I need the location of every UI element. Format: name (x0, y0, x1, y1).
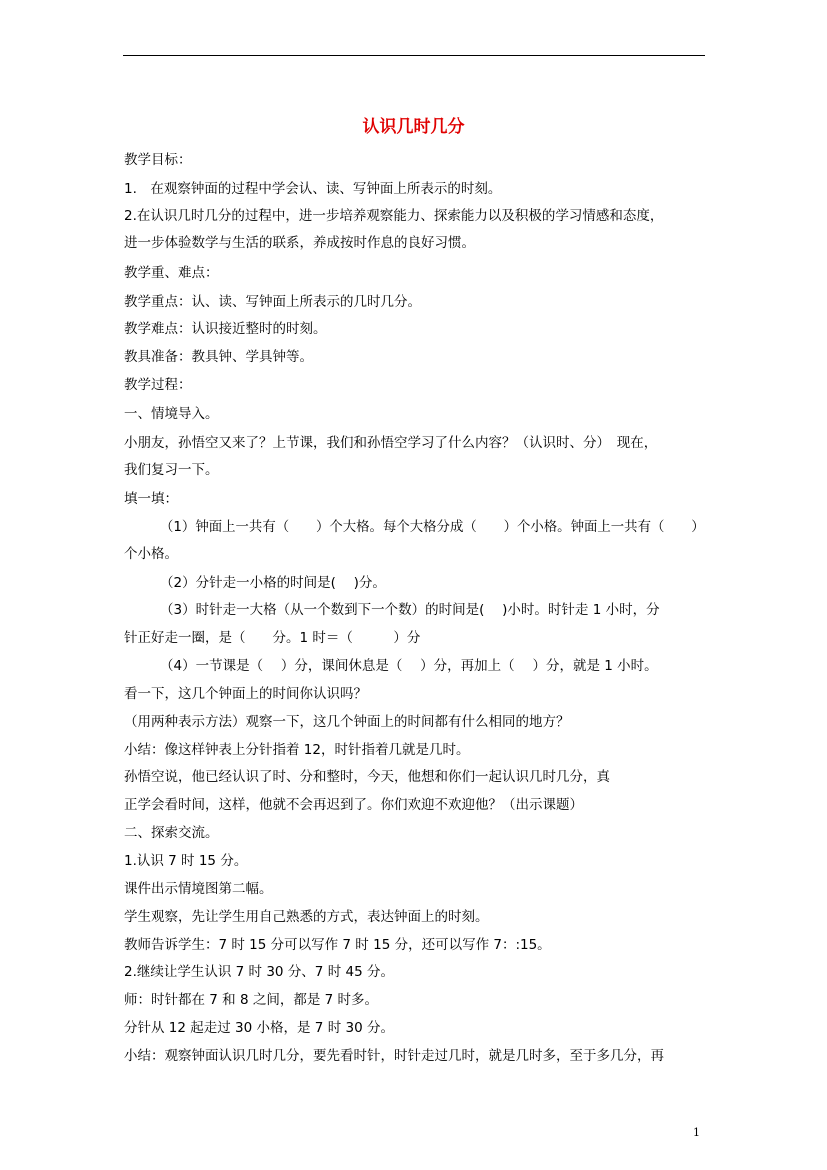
exercise-item: （1）钟面上一共有（ ）个大格。每个大格分成（ ）个小格。钟面上一共有（ ） (160, 519, 705, 535)
exercise-item: （3）时针走一大格（从一个数到下一个数）的时间是( )小时。时针走 1 小时，分 (160, 602, 660, 618)
paragraph: 分针从 12 起走过 30 小格，是 7 时 30 分。 (124, 1020, 394, 1036)
heading-key-points: 教学重、难点： (124, 265, 219, 281)
paragraph: 教学难点：认识接近整时的时刻。 (124, 321, 327, 337)
paragraph: （用两种表示方法）观察一下，这几个钟面上的时间都有什么相同的地方？ (124, 714, 570, 730)
paragraph: 小结：像这样钟表上分针指着 12，时针指着几就是几时。 (124, 742, 470, 758)
document-title: 认识几时几分 (362, 117, 465, 137)
heading-objectives: 教学目标： (124, 152, 192, 168)
paragraph: 教师告诉学生：7 时 15 分可以写作 7 时 15 分，还可以写作 7：:15。 (124, 937, 551, 953)
paragraph: 课件出示情境图第二幅。 (124, 881, 273, 897)
page-number: 1 (693, 1126, 700, 1139)
paragraph: 看一下，这几个钟面上的时间你认识吗？ (124, 686, 367, 702)
paragraph: 1.认识 7 时 15 分。 (124, 853, 248, 869)
section-heading: 一、情境导入。 (124, 406, 219, 422)
paragraph: 学生观察，先让学生用自己熟悉的方式，表达钟面上的时刻。 (124, 909, 489, 925)
paragraph: 小结：观察钟面认识几时几分，要先看时针，时针走过几时，就是几时多，至于多几分，再 (124, 1048, 664, 1064)
paragraph: 教具准备：教具钟、学具钟等。 (124, 349, 313, 365)
paragraph: 教学重点：认、读、写钟面上所表示的几时几分。 (124, 294, 421, 310)
paragraph: 我们复习一下。 (124, 462, 219, 478)
exercise-item: （2）分针走一小格的时间是( )分。 (160, 575, 386, 591)
paragraph: 进一步体验数学与生活的联系，养成按时作息的良好习惯。 (124, 235, 475, 251)
paragraph: 小朋友，孙悟空又来了？上节课，我们和孙悟空学习了什么内容？（认识时、分） 现在， (124, 435, 658, 451)
paragraph: 2.在认识几时几分的过程中，进一步培养观察能力、探索能力以及积极的学习情感和态度， (124, 208, 664, 224)
paragraph: 师：时针都在 7 和 8 之间，都是 7 时多。 (124, 992, 379, 1008)
paragraph: 个小格。 (124, 546, 178, 562)
paragraph: 填一填： (124, 491, 178, 507)
heading-process: 教学过程： (124, 377, 192, 393)
paragraph: 1. 在观察钟面的过程中学会认、读、写钟面上所表示的时刻。 (124, 181, 502, 197)
paragraph: 正学会看时间，这样，他就不会再迟到了。你们欢迎不欢迎他？（出示课题） (124, 797, 583, 813)
header-rule (123, 55, 705, 56)
paragraph: 针正好走一圈，是（ 分。1 时＝（ ）分 (124, 630, 421, 646)
section-heading: 二、探索交流。 (124, 825, 219, 841)
paragraph: 孙悟空说，他已经认识了时、分和整时，今天，他想和你们一起认识几时几分，真 (124, 769, 610, 785)
paragraph: 2.继续让学生认识 7 时 30 分、7 时 45 分。 (124, 964, 394, 980)
exercise-item: （4）一节课是（ ）分，课间休息是（ ）分，再加上（ ）分，就是 1 小时。 (160, 658, 658, 674)
